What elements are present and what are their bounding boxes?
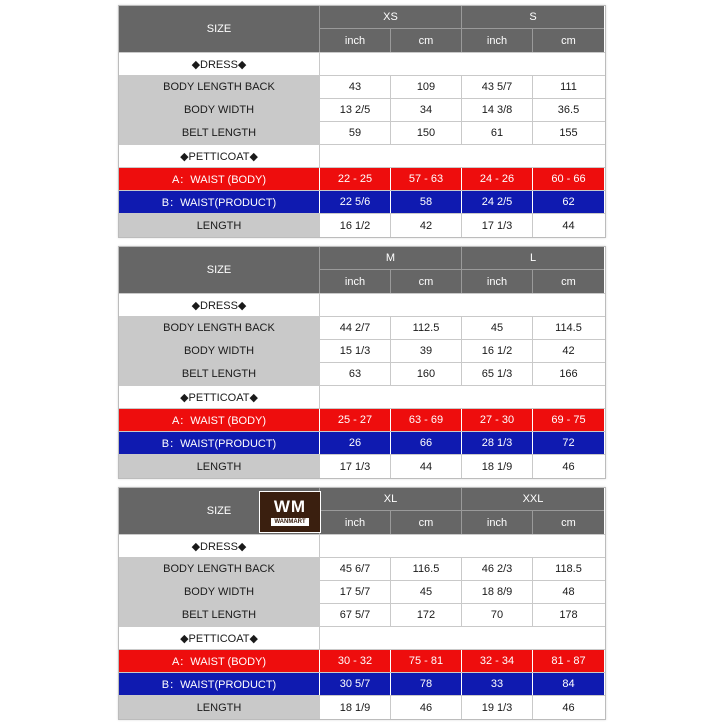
value-cell: 59 (320, 122, 391, 144)
section-label: ◆PETTICOAT◆ (119, 386, 320, 408)
value-cell: 160 (391, 363, 462, 385)
table-row-waist-product (119, 191, 605, 214)
value-cell: 45 (391, 581, 462, 603)
table-header (119, 247, 605, 294)
value-cell: 46 (391, 696, 462, 719)
section-row-petticoat (119, 627, 605, 650)
value-cell: 67 5/7 (320, 604, 391, 626)
size-table-xs-s (118, 5, 606, 238)
value-cell: 25 - 27 (320, 409, 391, 431)
value-cell: 44 (562, 219, 575, 232)
table-row-waist-product (119, 432, 605, 455)
unit-label: cm (391, 29, 462, 52)
value-cell: 60 - 66 (533, 168, 604, 190)
value-cell: 24 2/5 (462, 191, 533, 213)
unit-label: inch (320, 270, 391, 293)
row-label: BODY WIDTH (119, 340, 320, 362)
value-cell: 109 (391, 76, 462, 98)
row-label: A：WAIST (BODY) (119, 650, 320, 672)
unit-label: inch (462, 511, 533, 534)
row-label: LENGTH (119, 455, 320, 478)
value-cell: 116.5 (391, 558, 462, 580)
value-cell: 17 5/7 (320, 581, 391, 603)
row-label: BELT LENGTH (119, 604, 320, 626)
value-cell: 19 1/3 (462, 696, 533, 719)
value-cell: 44 2/7 (320, 317, 391, 339)
value-cell: 70 (462, 604, 533, 626)
value-cell: 28 1/3 (462, 432, 533, 454)
unit-label: inch (320, 511, 391, 534)
value-cell: 13 2/5 (320, 99, 391, 121)
row-label: LENGTH (119, 696, 320, 719)
value-cell: 39 (391, 340, 462, 362)
value-cell: 17 1/3 (320, 455, 391, 478)
value-cell: 75 - 81 (391, 650, 462, 672)
value-cell: 16 1/2 (462, 340, 533, 362)
section-row-dress (119, 535, 605, 558)
value-cell: 18 1/9 (320, 696, 391, 719)
row-label: BELT LENGTH (119, 363, 320, 385)
row-label: BODY WIDTH (119, 99, 320, 121)
row-label: BELT LENGTH (119, 122, 320, 144)
table-row (119, 317, 605, 340)
logo-name: WANMART (271, 518, 308, 526)
value-cell: 63 (320, 363, 391, 385)
row-label: A：WAIST (BODY) (119, 409, 320, 431)
section-label: ◆DRESS◆ (119, 294, 320, 316)
table-row (119, 214, 605, 237)
table-row (119, 696, 605, 719)
size-table-xl-xxl (118, 487, 606, 720)
value-cell: 14 3/8 (462, 99, 533, 121)
value-cell: 172 (391, 604, 462, 626)
value-cell: 69 - 75 (533, 409, 604, 431)
value-cell: 36.5 (557, 104, 580, 116)
value-cell: 81 - 87 (533, 650, 604, 672)
table-row (119, 340, 605, 363)
table-row (119, 604, 605, 627)
table-row (119, 581, 605, 604)
row-label: LENGTH (119, 214, 320, 237)
size-name: XXL (462, 488, 604, 511)
table-row (119, 558, 605, 581)
value-cell: 57 - 63 (391, 168, 462, 190)
value-cell: 155 (559, 127, 578, 139)
value-cell: 45 (462, 317, 533, 339)
row-label: B：WAIST(PRODUCT) (119, 191, 320, 213)
size-header (119, 488, 320, 534)
value-cell: 15 1/3 (320, 340, 391, 362)
value-cell: 84 (533, 673, 604, 695)
table-row (119, 122, 605, 145)
table-header (119, 488, 605, 535)
table-header (119, 6, 605, 53)
value-cell: 45 6/7 (320, 558, 391, 580)
size-table-m-l (118, 246, 606, 479)
section-row-dress (119, 53, 605, 76)
row-label: A：WAIST (BODY) (119, 168, 320, 190)
table-row-waist-body (119, 168, 605, 191)
value-cell: 17 1/3 (462, 214, 533, 237)
value-cell: 66 (391, 432, 462, 454)
value-cell: 42 (562, 345, 575, 357)
section-label: ◆PETTICOAT◆ (119, 145, 320, 167)
unit-label: cm (533, 29, 604, 52)
size-header: SIZE (119, 6, 320, 52)
value-cell: 24 - 26 (462, 168, 533, 190)
value-cell: 43 5/7 (462, 76, 533, 98)
section-label: ◆DRESS◆ (119, 535, 320, 557)
unit-label: cm (391, 270, 462, 293)
value-cell: 78 (391, 673, 462, 695)
value-cell: 65 1/3 (462, 363, 533, 385)
size-name: L (462, 247, 604, 270)
row-label: B：WAIST(PRODUCT) (119, 432, 320, 454)
section-row-petticoat (119, 145, 605, 168)
wanmart-logo (259, 491, 321, 533)
row-label: BODY LENGTH BACK (119, 76, 320, 98)
value-cell: 16 1/2 (320, 214, 391, 237)
value-cell: 118.5 (555, 563, 582, 575)
value-cell: 30 - 32 (320, 650, 391, 672)
unit-label: cm (533, 270, 604, 293)
table-row-waist-product (119, 673, 605, 696)
unit-label: inch (462, 29, 533, 52)
value-cell: 72 (533, 432, 604, 454)
size-name: XL (320, 488, 462, 511)
value-cell: 48 (562, 586, 575, 598)
section-label: ◆DRESS◆ (119, 53, 320, 75)
section-row-petticoat (119, 386, 605, 409)
section-label: ◆PETTICOAT◆ (119, 627, 320, 649)
value-cell: 166 (559, 368, 578, 380)
logo-mark: WM (273, 497, 307, 516)
value-cell: 33 (462, 673, 533, 695)
value-cell: 32 - 34 (462, 650, 533, 672)
unit-label: inch (462, 270, 533, 293)
row-label: B：WAIST(PRODUCT) (119, 673, 320, 695)
value-cell: 18 8/9 (462, 581, 533, 603)
size-header: SIZE (119, 247, 320, 293)
size-name: S (462, 6, 604, 29)
section-row-dress (119, 294, 605, 317)
value-cell: 22 5/6 (320, 191, 391, 213)
value-cell: 111 (560, 81, 577, 93)
value-cell: 114.5 (555, 322, 582, 334)
table-row-waist-body (119, 409, 605, 432)
row-label: BODY LENGTH BACK (119, 558, 320, 580)
size-name: M (320, 247, 462, 270)
value-cell: 61 (462, 122, 533, 144)
value-cell: 26 (320, 432, 391, 454)
table-row (119, 76, 605, 99)
value-cell: 46 (562, 460, 575, 473)
value-cell: 44 (391, 455, 462, 478)
size-name: XS (320, 6, 462, 29)
table-row (119, 455, 605, 478)
value-cell: 58 (391, 191, 462, 213)
value-cell: 62 (533, 191, 604, 213)
value-cell: 22 - 25 (320, 168, 391, 190)
value-cell: 34 (391, 99, 462, 121)
row-label: BODY LENGTH BACK (119, 317, 320, 339)
row-label: BODY WIDTH (119, 581, 320, 603)
value-cell: 43 (320, 76, 391, 98)
size-header-label: SIZE (206, 505, 232, 517)
unit-label: inch (320, 29, 391, 52)
value-cell: 63 - 69 (391, 409, 462, 431)
table-row (119, 99, 605, 122)
value-cell: 46 (562, 701, 575, 714)
value-cell: 18 1/9 (462, 455, 533, 478)
table-row (119, 363, 605, 386)
value-cell: 112.5 (391, 317, 462, 339)
value-cell: 30 5/7 (320, 673, 391, 695)
value-cell: 27 - 30 (462, 409, 533, 431)
table-row-waist-body (119, 650, 605, 673)
value-cell: 150 (391, 122, 462, 144)
value-cell: 46 2/3 (462, 558, 533, 580)
unit-label: cm (533, 511, 604, 534)
value-cell: 42 (391, 214, 462, 237)
unit-label: cm (391, 511, 462, 534)
value-cell: 178 (559, 609, 578, 621)
